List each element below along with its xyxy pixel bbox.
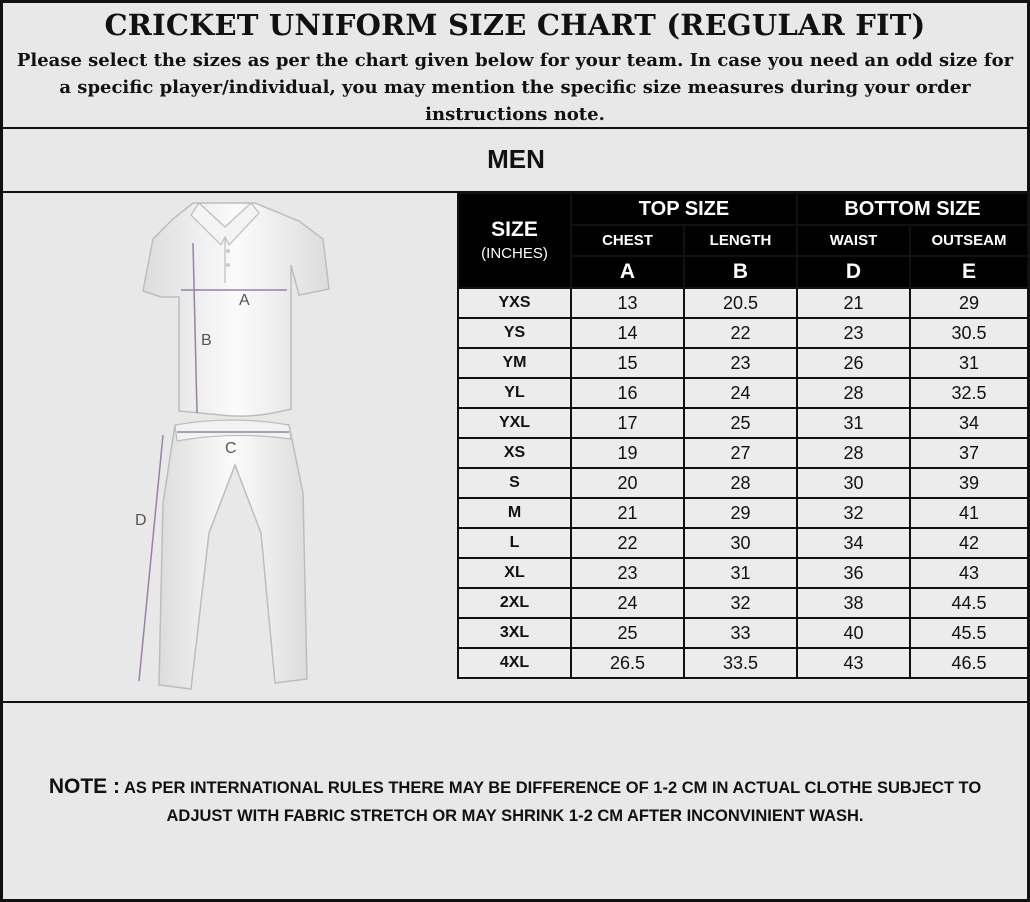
table-row: [458, 498, 1028, 528]
measure-label-a: A: [239, 292, 250, 309]
size-cell: 2XL: [458, 588, 571, 618]
outseam-cell: 29: [910, 288, 1028, 318]
chest-cell: 20: [571, 468, 684, 498]
note-section: [3, 701, 1027, 901]
column-header-length: LENGTH: [684, 225, 797, 256]
column-letter-outseam: E: [910, 256, 1028, 288]
table-row: [458, 648, 1028, 678]
waist-cell: 36: [797, 558, 910, 588]
table-row: [458, 528, 1028, 558]
size-cell: XS: [458, 438, 571, 468]
chest-cell: 19: [571, 438, 684, 468]
table-row: [458, 378, 1028, 408]
size-cell: L: [458, 528, 571, 558]
size-cell: YXS: [458, 288, 571, 318]
waist-cell: 43: [797, 648, 910, 678]
column-letter-length: B: [684, 256, 797, 288]
table-row: [458, 618, 1028, 648]
outseam-cell: 37: [910, 438, 1028, 468]
measure-label-b: B: [201, 332, 212, 349]
shirt-icon: [143, 203, 329, 416]
waist-cell: 26: [797, 348, 910, 378]
chest-cell: 23: [571, 558, 684, 588]
size-cell: 4XL: [458, 648, 571, 678]
chest-cell: 24: [571, 588, 684, 618]
length-cell: 33.5: [684, 648, 797, 678]
chest-cell: 26.5: [571, 648, 684, 678]
instructions-text: Please select the sizes as per the chart given below for your team. In case you need an odd size for a specific player/individual, you may mention the specific size measures during your order instructions note.: [16, 50, 1014, 125]
outseam-cell: 41: [910, 498, 1028, 528]
size-cell: YL: [458, 378, 571, 408]
waist-cell: 23: [797, 318, 910, 348]
table-row: [458, 438, 1028, 468]
length-cell: 25: [684, 408, 797, 438]
length-cell: 30: [684, 528, 797, 558]
size-unit-label: (INCHES): [481, 244, 548, 262]
trousers-icon: [159, 420, 307, 689]
length-cell: 23: [684, 348, 797, 378]
measure-label-d: D: [135, 512, 147, 529]
bottom-size-header: BOTTOM SIZE: [797, 193, 1028, 225]
column-header-chest: CHEST: [571, 225, 684, 256]
size-cell: YXL: [458, 408, 571, 438]
size-cell: XL: [458, 558, 571, 588]
table-row: [458, 558, 1028, 588]
length-cell: 33: [684, 618, 797, 648]
length-cell: 22: [684, 318, 797, 348]
column-header-waist: WAIST: [797, 225, 910, 256]
waist-cell: 21: [797, 288, 910, 318]
measure-label-c: C: [225, 440, 237, 457]
waist-cell: 31: [797, 408, 910, 438]
outseam-cell: 45.5: [910, 618, 1028, 648]
page-title: CRICKET UNIFORM SIZE CHART (REGULAR FIT): [104, 8, 926, 42]
section-label-men: MEN: [487, 144, 545, 174]
size-cell: S: [458, 468, 571, 498]
table-row: [458, 408, 1028, 438]
chest-cell: 15: [571, 348, 684, 378]
chest-cell: 25: [571, 618, 684, 648]
outseam-cell: 43: [910, 558, 1028, 588]
table-row: [458, 318, 1028, 348]
chart-header: [3, 3, 1027, 129]
waist-cell: 40: [797, 618, 910, 648]
length-cell: 31: [684, 558, 797, 588]
waist-cell: 28: [797, 378, 910, 408]
table-row: [458, 288, 1028, 318]
length-cell: 20.5: [684, 288, 797, 318]
top-size-header: TOP SIZE: [571, 193, 797, 225]
waist-cell: 34: [797, 528, 910, 558]
size-cell: YS: [458, 318, 571, 348]
table-row: [458, 348, 1028, 378]
chest-cell: 21: [571, 498, 684, 528]
waist-cell: 30: [797, 468, 910, 498]
waist-cell: 32: [797, 498, 910, 528]
size-cell: 3XL: [458, 618, 571, 648]
table-row: [458, 468, 1028, 498]
outseam-cell: 42: [910, 528, 1028, 558]
note-text-block: [23, 773, 1007, 830]
chest-cell: 22: [571, 528, 684, 558]
chest-cell: 16: [571, 378, 684, 408]
length-cell: 24: [684, 378, 797, 408]
length-cell: 32: [684, 588, 797, 618]
size-cell: YM: [458, 348, 571, 378]
chest-cell: 14: [571, 318, 684, 348]
outseam-cell: 30.5: [910, 318, 1028, 348]
outseam-cell: 46.5: [910, 648, 1028, 678]
size-header-label: SIZE: [491, 217, 538, 241]
length-cell: 27: [684, 438, 797, 468]
size-column-header: [458, 193, 571, 288]
column-letter-chest: A: [571, 256, 684, 288]
waist-cell: 28: [797, 438, 910, 468]
chest-cell: 17: [571, 408, 684, 438]
size-table: [457, 192, 1029, 679]
outseam-cell: 39: [910, 468, 1028, 498]
waist-cell: 38: [797, 588, 910, 618]
column-header-outseam: OUTSEAM: [910, 225, 1028, 256]
section-header: [3, 129, 1027, 193]
note-label: NOTE :: [48, 775, 121, 798]
uniform-illustration: [3, 193, 457, 701]
length-cell: 28: [684, 468, 797, 498]
outseam-cell: 44.5: [910, 588, 1028, 618]
size-cell: M: [458, 498, 571, 528]
outseam-cell: 34: [910, 408, 1028, 438]
chest-cell: 13: [571, 288, 684, 318]
table-row: [458, 588, 1028, 618]
note-body: AS PER INTERNATIONAL RULES THERE MAY BE DIFFERENCE OF 1-2 CM IN ACTUAL CLOTHE SUBJECT TO ADJUST WITH FABRIC STRETCH OR MAY SHRINK 1-2 CM AFTER INCONVINIENT WASH.: [124, 779, 982, 825]
outseam-cell: 32.5: [910, 378, 1028, 408]
uniform-diagram: [3, 193, 457, 701]
column-letter-waist: D: [797, 256, 910, 288]
length-cell: 29: [684, 498, 797, 528]
outseam-cell: 31: [910, 348, 1028, 378]
